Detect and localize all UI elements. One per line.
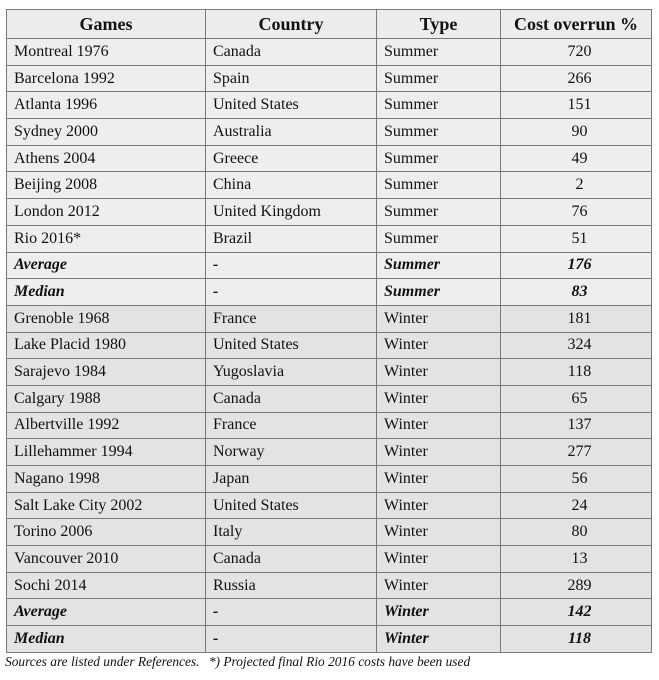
cell-games: Median [7, 279, 206, 306]
cell-type: Summer [377, 119, 501, 146]
table-row [7, 412, 652, 439]
cell-type: Summer [377, 145, 501, 172]
cell-cost-overrun: 51 [501, 225, 652, 252]
cell-type: Summer [377, 92, 501, 119]
cell-cost-overrun: 118 [501, 359, 652, 386]
cell-type: Winter [377, 359, 501, 386]
table-row [7, 39, 652, 66]
cell-country: Canada [206, 39, 377, 66]
cell-games: Atlanta 1996 [7, 92, 206, 119]
cell-games: Average [7, 252, 206, 279]
cell-cost-overrun: 181 [501, 305, 652, 332]
cell-games: Average [7, 599, 206, 626]
cell-games: London 2012 [7, 199, 206, 226]
cell-games: Rio 2016* [7, 225, 206, 252]
cell-cost-overrun: 90 [501, 119, 652, 146]
cell-cost-overrun: 289 [501, 572, 652, 599]
table-row [7, 65, 652, 92]
cell-games: Barcelona 1992 [7, 65, 206, 92]
footnote [5, 654, 476, 670]
cell-country: Italy [206, 519, 377, 546]
cell-cost-overrun: 24 [501, 492, 652, 519]
cell-games: Lake Placid 1980 [7, 332, 206, 359]
cell-cost-overrun: 137 [501, 412, 652, 439]
cell-cost-overrun: 13 [501, 546, 652, 573]
header-type: Type [377, 10, 501, 39]
cell-type: Winter [377, 439, 501, 466]
table-row [7, 492, 652, 519]
table-row [7, 172, 652, 199]
cell-cost-overrun: 277 [501, 439, 652, 466]
summary-row [7, 599, 652, 626]
table-row [7, 225, 652, 252]
cell-games: Torino 2006 [7, 519, 206, 546]
cell-type: Summer [377, 39, 501, 66]
cell-cost-overrun: 83 [501, 279, 652, 306]
table-row [7, 385, 652, 412]
cell-cost-overrun: 151 [501, 92, 652, 119]
cell-country: United Kingdom [206, 199, 377, 226]
table-row [7, 466, 652, 493]
cell-games: Sarajevo 1984 [7, 359, 206, 386]
cell-cost-overrun: 324 [501, 332, 652, 359]
cell-games: Nagano 1998 [7, 466, 206, 493]
cell-type: Winter [377, 305, 501, 332]
cell-country: Greece [206, 145, 377, 172]
cell-type: Summer [377, 199, 501, 226]
cell-games: Sydney 2000 [7, 119, 206, 146]
cell-type: Winter [377, 412, 501, 439]
cell-type: Summer [377, 252, 501, 279]
cell-country: Canada [206, 546, 377, 573]
cell-cost-overrun: 266 [501, 65, 652, 92]
summary-row [7, 252, 652, 279]
table-row [7, 145, 652, 172]
cell-type: Summer [377, 279, 501, 306]
table-row [7, 199, 652, 226]
cell-type: Summer [377, 172, 501, 199]
cell-country: United States [206, 332, 377, 359]
cell-type: Winter [377, 332, 501, 359]
cell-country: - [206, 599, 377, 626]
cell-cost-overrun: 76 [501, 199, 652, 226]
cell-cost-overrun: 65 [501, 385, 652, 412]
table-row [7, 305, 652, 332]
table-row [7, 359, 652, 386]
table-header-row [7, 10, 652, 39]
table-body [7, 39, 652, 653]
cell-cost-overrun: 142 [501, 599, 652, 626]
cell-type: Winter [377, 626, 501, 653]
cell-games: Athens 2004 [7, 145, 206, 172]
cell-country: France [206, 412, 377, 439]
cell-type: Winter [377, 466, 501, 493]
table-row [7, 546, 652, 573]
cell-country: Russia [206, 572, 377, 599]
cell-games: Sochi 2014 [7, 572, 206, 599]
table-row [7, 572, 652, 599]
cell-games: Grenoble 1968 [7, 305, 206, 332]
cell-cost-overrun: 118 [501, 626, 652, 653]
summary-row [7, 626, 652, 653]
cell-country: France [206, 305, 377, 332]
cell-games: Beijing 2008 [7, 172, 206, 199]
cell-games: Montreal 1976 [7, 39, 206, 66]
header-games: Games [7, 10, 206, 39]
cell-country: - [206, 252, 377, 279]
cell-country: United States [206, 92, 377, 119]
cell-games: Albertville 1992 [7, 412, 206, 439]
table-row [7, 439, 652, 466]
footnote-sources: Sources are listed under References. [5, 654, 200, 669]
cell-cost-overrun: 720 [501, 39, 652, 66]
cell-games: Lillehammer 1994 [7, 439, 206, 466]
cell-type: Summer [377, 65, 501, 92]
cell-type: Winter [377, 385, 501, 412]
cell-type: Winter [377, 492, 501, 519]
cell-cost-overrun: 56 [501, 466, 652, 493]
table-row [7, 519, 652, 546]
cell-games: Vancouver 2010 [7, 546, 206, 573]
cell-country: Yugoslavia [206, 359, 377, 386]
cell-cost-overrun: 2 [501, 172, 652, 199]
table-row [7, 119, 652, 146]
cell-type: Winter [377, 546, 501, 573]
cell-games: Salt Lake City 2002 [7, 492, 206, 519]
cell-type: Winter [377, 519, 501, 546]
cell-country: United States [206, 492, 377, 519]
cell-cost-overrun: 80 [501, 519, 652, 546]
cell-type: Winter [377, 599, 501, 626]
table-row [7, 332, 652, 359]
summary-row [7, 279, 652, 306]
cell-games: Median [7, 626, 206, 653]
cell-games: Calgary 1988 [7, 385, 206, 412]
header-country: Country [206, 10, 377, 39]
table-row [7, 92, 652, 119]
cell-country: Australia [206, 119, 377, 146]
cell-type: Winter [377, 572, 501, 599]
cell-type: Summer [377, 225, 501, 252]
cell-country: Norway [206, 439, 377, 466]
cell-country: Spain [206, 65, 377, 92]
footnote-rio-note: *) Projected final Rio 2016 costs have been used [208, 654, 471, 669]
cell-country: China [206, 172, 377, 199]
cell-country: Brazil [206, 225, 377, 252]
header-cost-overrun: Cost overrun % [501, 10, 652, 39]
cost-overrun-table [6, 9, 652, 653]
cell-country: - [206, 626, 377, 653]
cell-country: Japan [206, 466, 377, 493]
cell-cost-overrun: 176 [501, 252, 652, 279]
cell-cost-overrun: 49 [501, 145, 652, 172]
cell-country: Canada [206, 385, 377, 412]
cell-country: - [206, 279, 377, 306]
